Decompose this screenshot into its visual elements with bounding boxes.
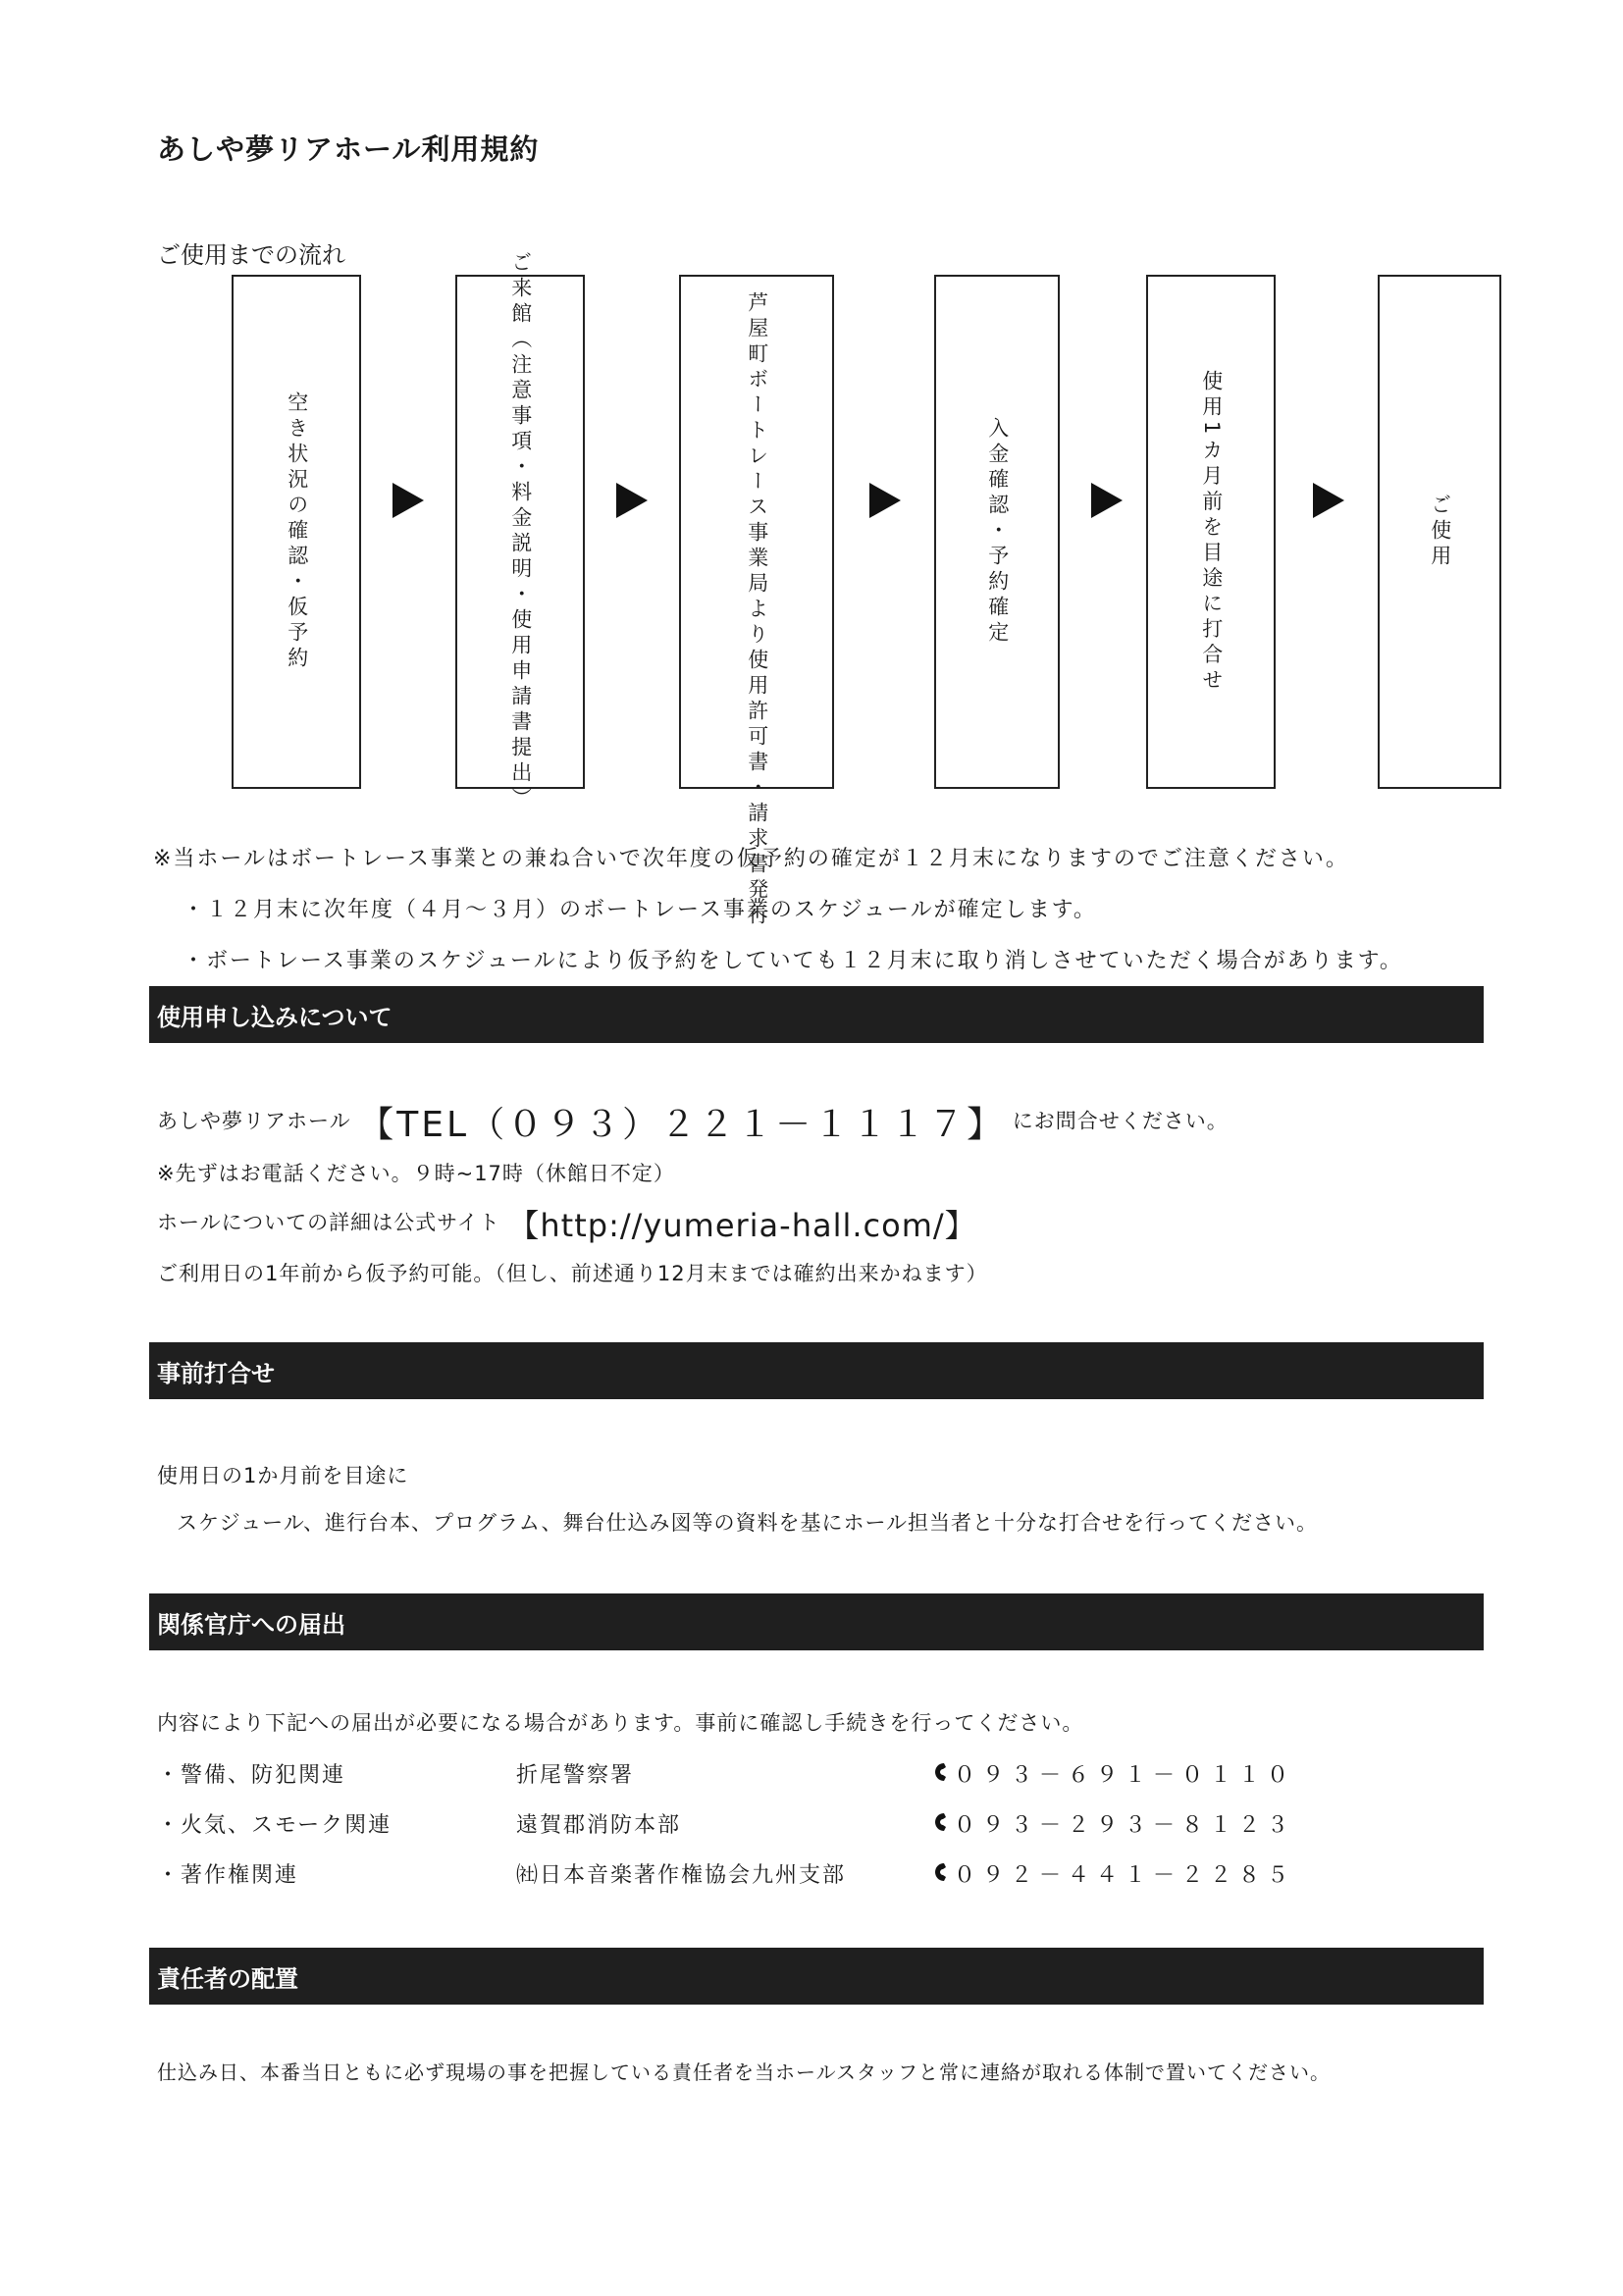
flow-step-label: 入金確認・予約確定 bbox=[985, 417, 1010, 647]
application-site-line bbox=[157, 1201, 977, 1246]
arrow-right-icon bbox=[869, 483, 901, 518]
flow-step-label: 空き状況の確認・仮予約 bbox=[285, 391, 309, 672]
flow-step-label: ご使用 bbox=[1428, 494, 1452, 570]
phone-icon bbox=[934, 1862, 948, 1888]
contact-tel-number: ０９３－２９３－８１２３ bbox=[954, 1813, 1296, 1838]
flow-step-5 bbox=[1146, 275, 1276, 789]
flow-step-2 bbox=[455, 251, 585, 812]
arrow-right-icon bbox=[393, 483, 424, 518]
section-header-application: 使用申し込みについて bbox=[149, 986, 1484, 1043]
section-header-authorities: 関係官庁への届出 bbox=[149, 1593, 1484, 1650]
arrow-right-icon bbox=[1091, 483, 1123, 518]
page-title: あしや夢リアホール利用規約 bbox=[157, 132, 540, 166]
contact-org: ㈳日本音楽著作権協会九州支部 bbox=[516, 1863, 847, 1888]
section-header-meeting: 事前打合せ bbox=[149, 1342, 1484, 1399]
contact-org: 折尾警察署 bbox=[516, 1763, 635, 1788]
contact-category: ・著作権関連 bbox=[157, 1863, 299, 1888]
contact-category: ・火気、スモーク関連 bbox=[157, 1813, 393, 1838]
flow-step-1 bbox=[232, 275, 361, 789]
meeting-line-2: スケジュール、進行台本、プログラム、舞台仕込み図等の資料を基にホール担当者と十分な打合せを行ってください。 bbox=[177, 1511, 1319, 1535]
contact-tel bbox=[934, 1808, 1295, 1839]
contact-tel bbox=[934, 1858, 1295, 1889]
phone-icon bbox=[934, 1762, 948, 1788]
site-prefix: ホールについての詳細は公式サイト bbox=[157, 1211, 500, 1234]
application-hours: ※先ずはお電話ください。９時~17時（休館日不定） bbox=[157, 1162, 675, 1185]
authorities-intro: 内容により下記への届出が必要になる場合があります。事前に確認し手続きを行ってください。 bbox=[157, 1711, 1084, 1735]
meeting-line-1: 使用日の1か月前を目途に bbox=[157, 1464, 409, 1487]
flow-step-4 bbox=[934, 275, 1060, 789]
flow-heading: ご使用までの流れ bbox=[157, 241, 345, 269]
flow-step-label: 芦屋町ボートレース事業局より使用許可書・請求書発行 bbox=[745, 291, 769, 929]
arrow-right-icon bbox=[1313, 483, 1344, 518]
note-sub-1: ・１２月末に次年度（４月～３月）のボートレース事業のスケジュールが確定します。 bbox=[183, 898, 1097, 922]
contact-tel-number: ０９３－６９１－０１１０ bbox=[954, 1763, 1296, 1788]
phone-icon bbox=[934, 1812, 948, 1838]
application-reservation: ご利用日の1年前から仮予約可能。（但し、前述通り12月末までは確約出来かねます） bbox=[157, 1262, 988, 1285]
site-url-link[interactable]: 【http://yumeria-hall.com/】 bbox=[507, 1207, 977, 1244]
application-tel-line bbox=[157, 1097, 1229, 1147]
hall-name: あしや夢リアホール bbox=[157, 1109, 351, 1133]
tel-number: 【TEL（０９３）２２１－１１１７】 bbox=[358, 1105, 1006, 1145]
flow-step-6 bbox=[1378, 275, 1501, 789]
contact-tel bbox=[934, 1758, 1295, 1789]
flow-step-3 bbox=[679, 275, 834, 929]
contact-tel-number: ０９２－４４１－２２８５ bbox=[954, 1863, 1296, 1888]
flow-step-label: 使用1カ月前を目途に打合せ bbox=[1199, 369, 1224, 695]
section-header-responsible: 責任者の配置 bbox=[149, 1948, 1484, 2005]
responsible-text: 仕込み日、本番当日ともに必ず現場の事を把握している責任者を当ホールスタッフと常に連絡が取れる体制で置いてください。 bbox=[157, 2061, 1331, 2084]
tel-suffix: にお問合せください。 bbox=[1012, 1109, 1229, 1133]
flow-step-label: ご来館（注意事項・料金説明・使用申請書提出） bbox=[508, 251, 533, 812]
note-sub-2: ・ボートレース事業のスケジュールにより仮予約をしていても１２月末に取り消しさせていただく場合があります。 bbox=[183, 949, 1403, 973]
arrow-right-icon bbox=[616, 483, 648, 518]
contact-category: ・警備、防犯関連 bbox=[157, 1763, 346, 1788]
note-main: ※当ホールはボートレース事業との兼ね合いで次年度の仮予約の確定が１２月末になりますのでご注意ください。 bbox=[153, 847, 1349, 871]
contact-org: 遠賀郡消防本部 bbox=[516, 1813, 682, 1838]
